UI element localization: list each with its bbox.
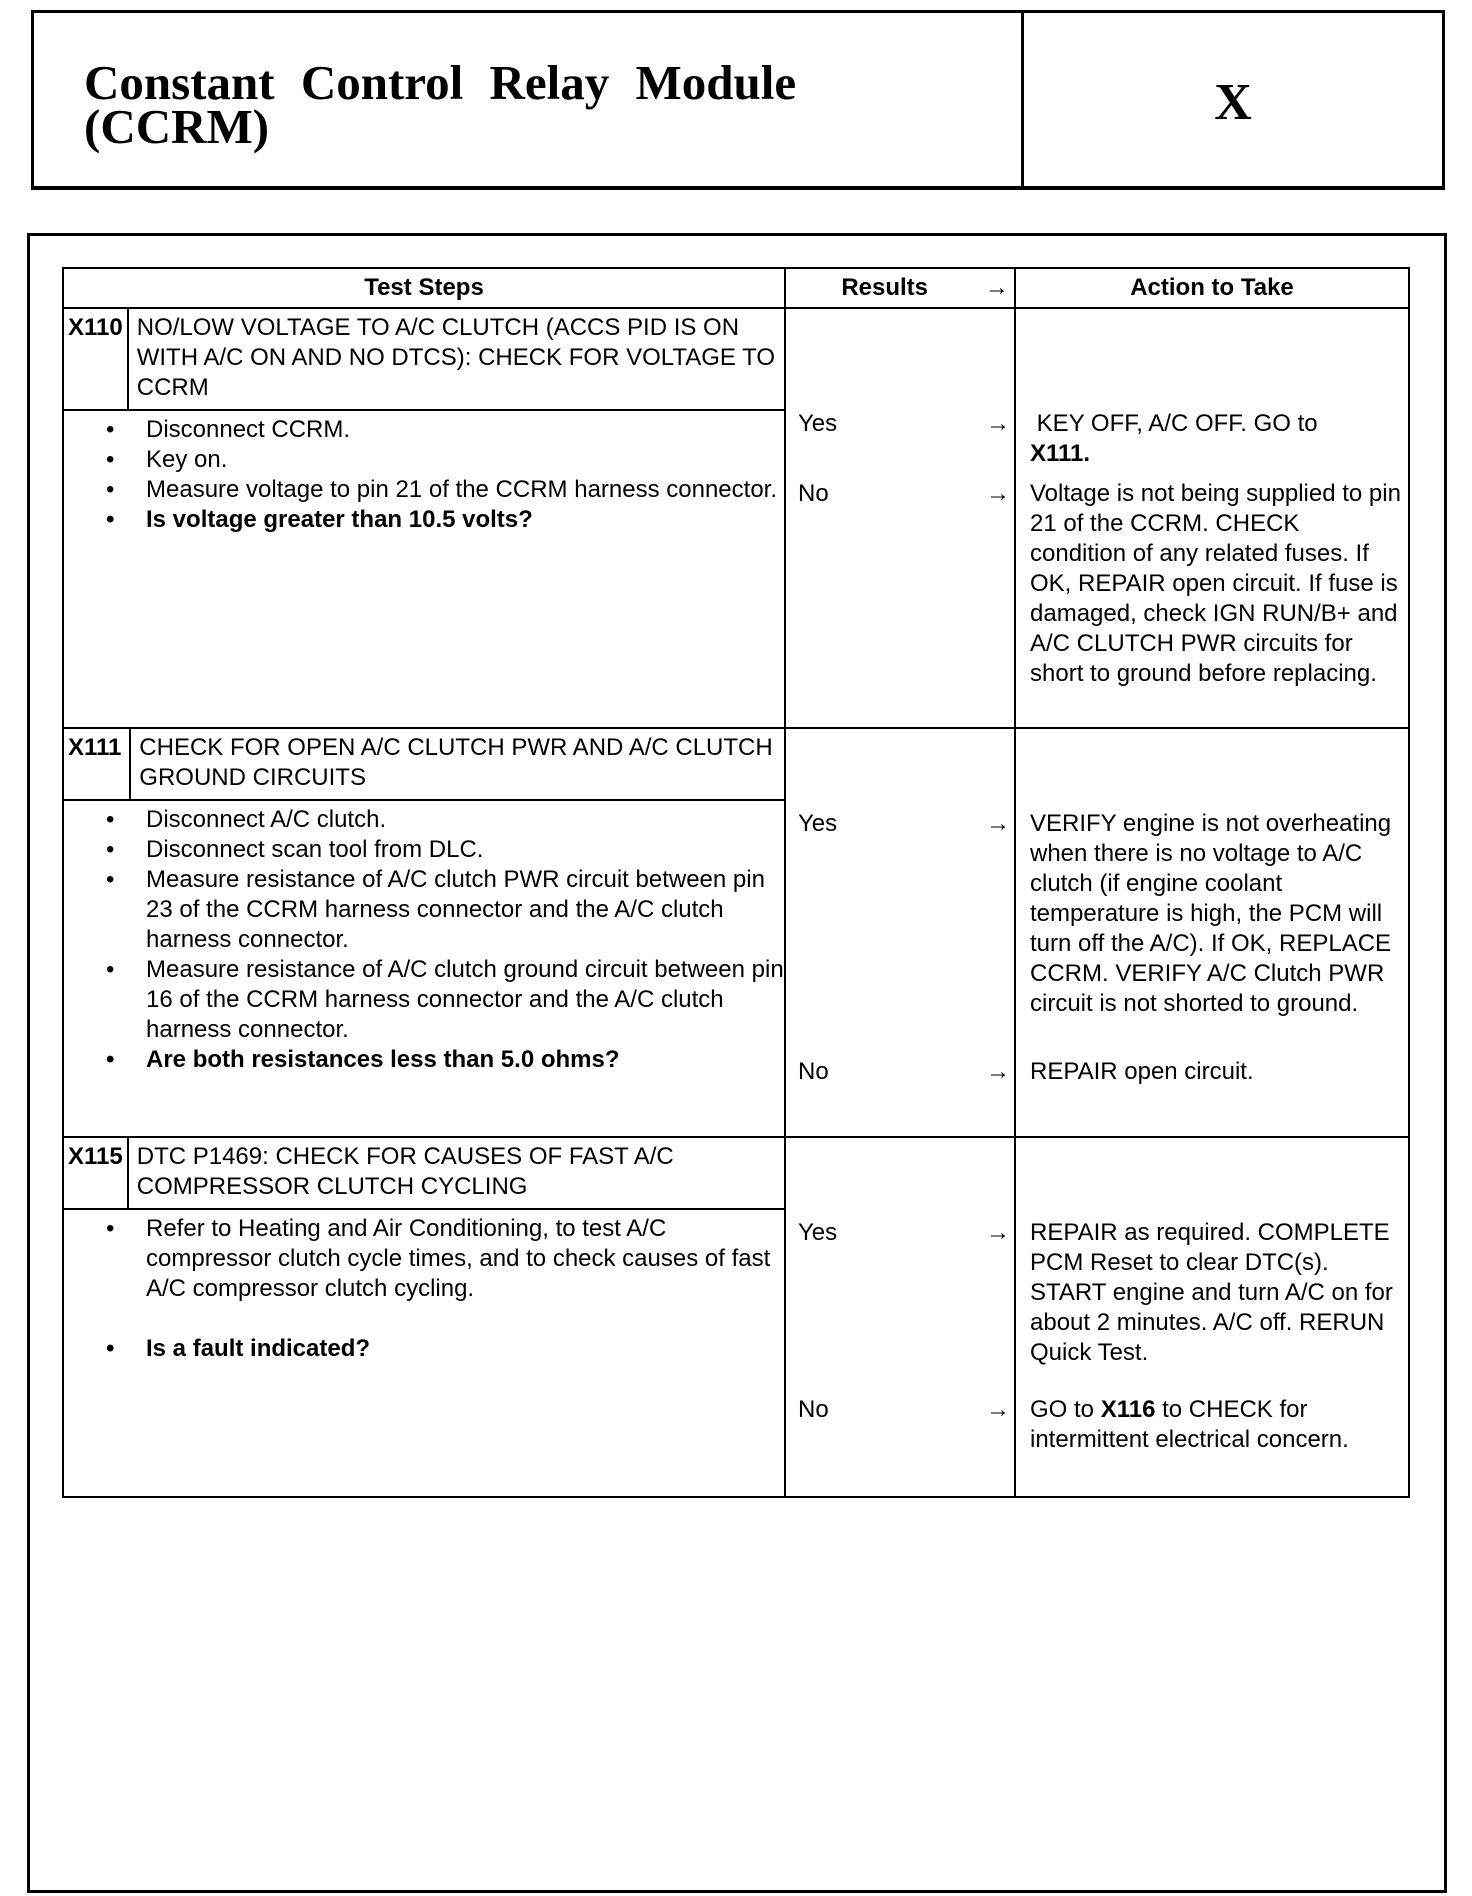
action-yes: REPAIR as required. COMPLETE PCM Reset to clear DTC(s). START engine and turn A/C on for about 2 minutes. A/C off. RERUN Quick Test. xyxy=(1030,1219,1393,1366)
arrow-icon: → xyxy=(986,480,1010,507)
result-no xyxy=(786,1395,1014,1425)
arrow-icon: → xyxy=(986,810,1010,837)
yes-label: Yes xyxy=(798,410,838,437)
result-yes xyxy=(786,809,1014,839)
list-item: • Measure voltage to pin 21 of the CCRM harness connector. xyxy=(106,475,784,505)
header-test-steps: Test Steps xyxy=(63,268,785,308)
goto-step-link[interactable]: X116 xyxy=(1100,1396,1156,1423)
arrow-icon: → xyxy=(986,1219,1010,1246)
action-no: Voltage is not being supplied to pin 21 of the CCRM. CHECK condition of any related fuses. If OK, REPAIR open circuit. If fuse is damaged, check IGN RUN/B+ and A/C CLUTCH PWR circuits for short to ground before replacing. xyxy=(1030,480,1401,687)
page-title xyxy=(84,55,797,154)
action-cell xyxy=(1015,1137,1409,1497)
no-label: No xyxy=(798,1396,829,1423)
list-item: • Key on. xyxy=(106,445,784,475)
pinpoint-test-table xyxy=(62,267,1410,1498)
step-title: CHECK FOR OPEN A/C CLUTCH PWR AND A/C CLUTCH GROUND CIRCUITS xyxy=(139,734,773,791)
step-question: • Is voltage greater than 10.5 volts? xyxy=(106,505,784,535)
action-cell xyxy=(1015,308,1409,728)
table-row xyxy=(63,1137,1409,1209)
no-label: No xyxy=(798,480,829,507)
results-cell xyxy=(785,1137,1015,1497)
list-item: • Refer to Heating and Air Conditioning, to test A/C compressor clutch cycle times, and to check causes of fast A/C compressor clutch cycling. xyxy=(106,1214,784,1304)
step-bullets xyxy=(64,411,784,535)
step-question: • Is a fault indicated? xyxy=(106,1334,784,1364)
action-cell xyxy=(1015,728,1409,1137)
table-row xyxy=(63,308,1409,410)
action-text: GO to xyxy=(1030,1396,1095,1423)
result-yes xyxy=(786,409,1014,439)
arrow-icon: → xyxy=(986,1396,1010,1423)
action-text: KEY OFF, A/C OFF. GO to xyxy=(1036,410,1318,437)
action-yes: VERIFY engine is not overheating when there is no voltage to A/C clutch (if engine coolant temperature is high, the PCM will turn off the A/C). If OK, REPLACE CCRM. VERIFY A/C Clutch PWR circuit is not shorted to ground. xyxy=(1030,810,1392,1017)
step-question: • Are both resistances less than 5.0 ohms? xyxy=(106,1045,784,1075)
table-header xyxy=(63,268,1409,308)
action-no: REPAIR open circuit. xyxy=(1030,1058,1254,1085)
yes-label: Yes xyxy=(798,1219,838,1246)
section-header xyxy=(31,10,1445,190)
arrow-icon: → xyxy=(986,1058,1010,1085)
list-item: • Disconnect A/C clutch. xyxy=(106,805,784,835)
header-results xyxy=(785,268,1015,308)
action-yes xyxy=(1030,409,1402,469)
table-row xyxy=(63,728,1409,800)
yes-label: Yes xyxy=(798,810,838,837)
list-item: • Disconnect CCRM. xyxy=(106,415,784,445)
title-line-1: Constant Control Relay Module xyxy=(84,55,797,110)
section-letter: X xyxy=(1214,74,1252,131)
results-label: Results xyxy=(841,274,929,301)
goto-step-link[interactable]: X111. xyxy=(1030,440,1091,467)
header-action: Action to Take xyxy=(1015,268,1409,308)
result-no xyxy=(786,479,1014,509)
step-title: NO/LOW VOLTAGE TO A/C CLUTCH (ACCS PID IS ON WITH A/C ON AND NO DTCS): CHECK FOR VOLTAGE TO CCRM xyxy=(136,314,776,401)
step-bullets xyxy=(64,801,784,1075)
list-item: • Measure resistance of A/C clutch ground circuit between pin 16 of the CCRM harness connector and the A/C clutch harness connector. xyxy=(106,955,784,1045)
step-title: DTC P1469: CHECK FOR CAUSES OF FAST A/C COMPRESSOR CLUTCH CYCLING xyxy=(136,1143,674,1200)
result-no xyxy=(786,1057,1014,1087)
step-id: X115 xyxy=(64,1138,129,1208)
results-cell xyxy=(785,728,1015,1137)
step-id: X110 xyxy=(64,309,129,409)
no-label: No xyxy=(798,1058,829,1085)
arrow-icon: → xyxy=(986,410,1010,437)
action-no xyxy=(1030,1395,1402,1455)
step-id: X111 xyxy=(64,729,131,799)
result-yes xyxy=(786,1218,1014,1248)
title-line-2: (CCRM) xyxy=(84,99,270,154)
list-item: • Measure resistance of A/C clutch PWR circuit between pin 23 of the CCRM harness connector and the A/C clutch harness connector. xyxy=(106,865,784,955)
action-text: to CHECK for intermittent electrical concern. xyxy=(1030,1396,1349,1453)
arrow-icon: → xyxy=(984,274,1009,301)
list-item: • Disconnect scan tool from DLC. xyxy=(106,835,784,865)
results-cell xyxy=(785,308,1015,728)
step-bullets xyxy=(64,1210,784,1364)
